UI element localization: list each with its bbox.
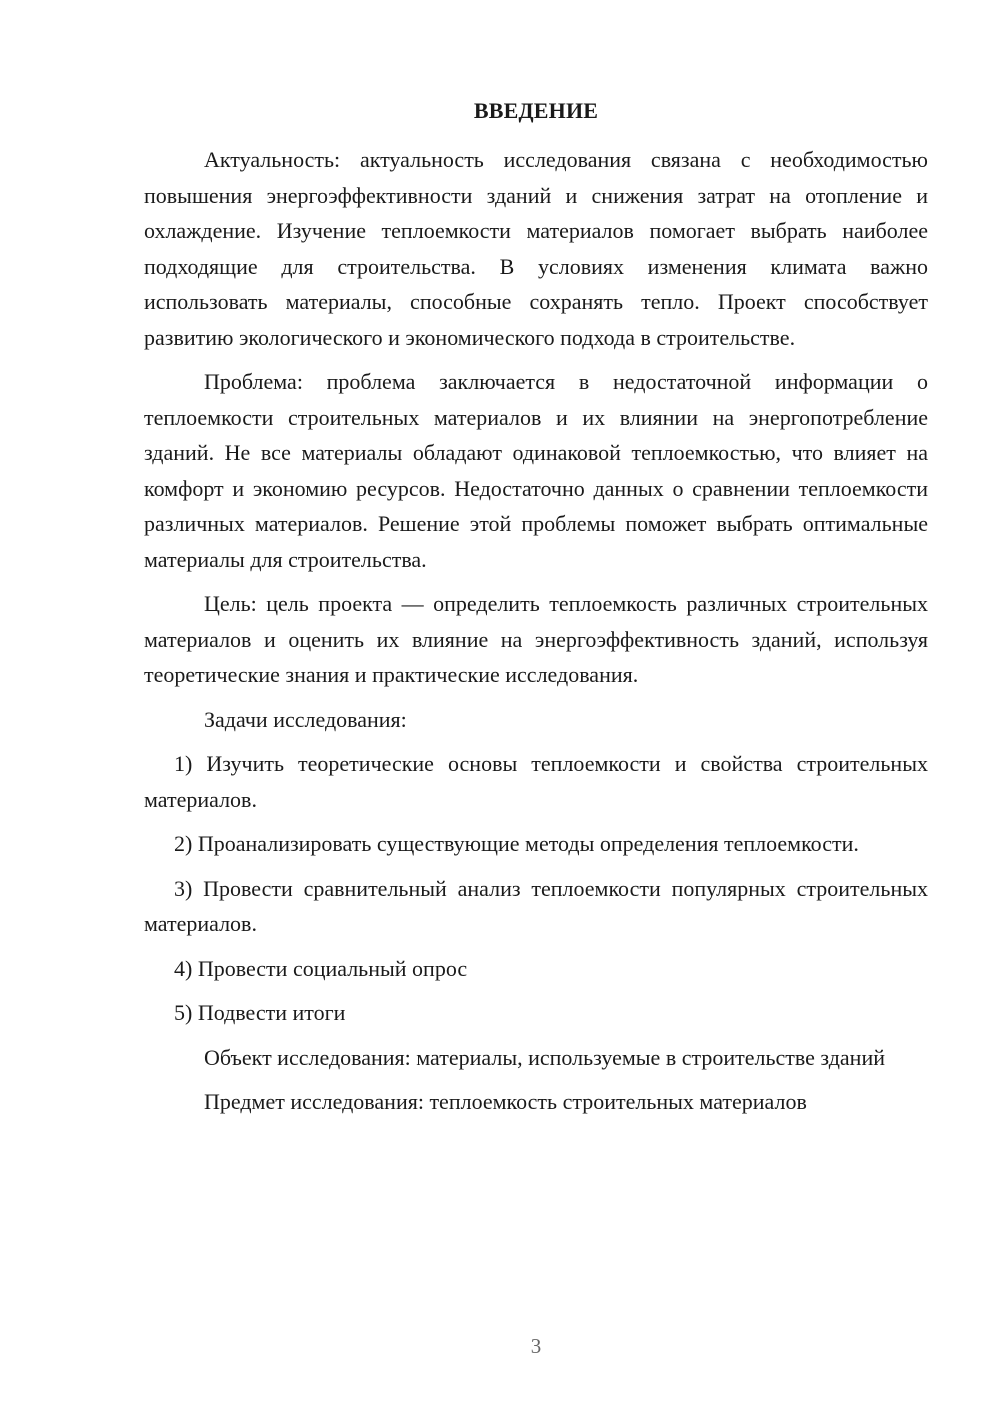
task-item-4: 4) Провести социальный опрос [174,955,468,981]
page-title: ВВЕДЕНИЕ [473,98,599,123]
task-item-5: 5) Подвести итоги [174,1000,346,1025]
problem-paragraph: Проблема: проблема заключается в недостаточной информации о теплоемкости строительных материалов и их влиянии на энергопотребление зданий. Не все материалы обладают одинаковой теплоемкостью, что влияет на комфорт и экономию ресурсов. Недостаточно данных о сравнении теплоемкости различных материалов. Решение этой проблемы поможет выбрать оптимальные материалы для строительства. [144,369,928,572]
tasks-heading: Задачи исследования: [204,706,407,732]
subject-paragraph: Предмет исследования: теплоемкость строительных материалов [204,1089,807,1114]
page-number: 3 [530,1334,542,1358]
goal-paragraph: Цель: цель проекта — определить теплоемкость различных строительных материалов и оценить их влияние на энергоэффективность зданий, используя теоретические знания и практические исследования. [144,591,928,687]
task-item-2: 2) Проанализировать существующие методы определения теплоемкости. [174,831,859,856]
relevance-paragraph: Актуальность: актуальность исследования связана с необходимостью повышения энергоэффективности зданий и снижения затрат на отопление и охлаждение. Изучение теплоемкости материалов помогает выбрать наиболее подходящие для строительства. В условиях изменения климата важно использовать материалы, способные сохранять тепло. Проект способствует развитию экологического и экономического подхода в строительстве. [144,147,928,350]
task-item-3: 3) Провести сравнительный анализ теплоемкости популярных строительных материалов. [144,875,928,936]
document-body [144,142,928,1129]
task-item-1: 1) Изучить теоретические основы теплоемкости и свойства строительных материалов. [144,751,928,812]
object-paragraph: Объект исследования: материалы, используемые в строительстве зданий [204,1044,885,1070]
